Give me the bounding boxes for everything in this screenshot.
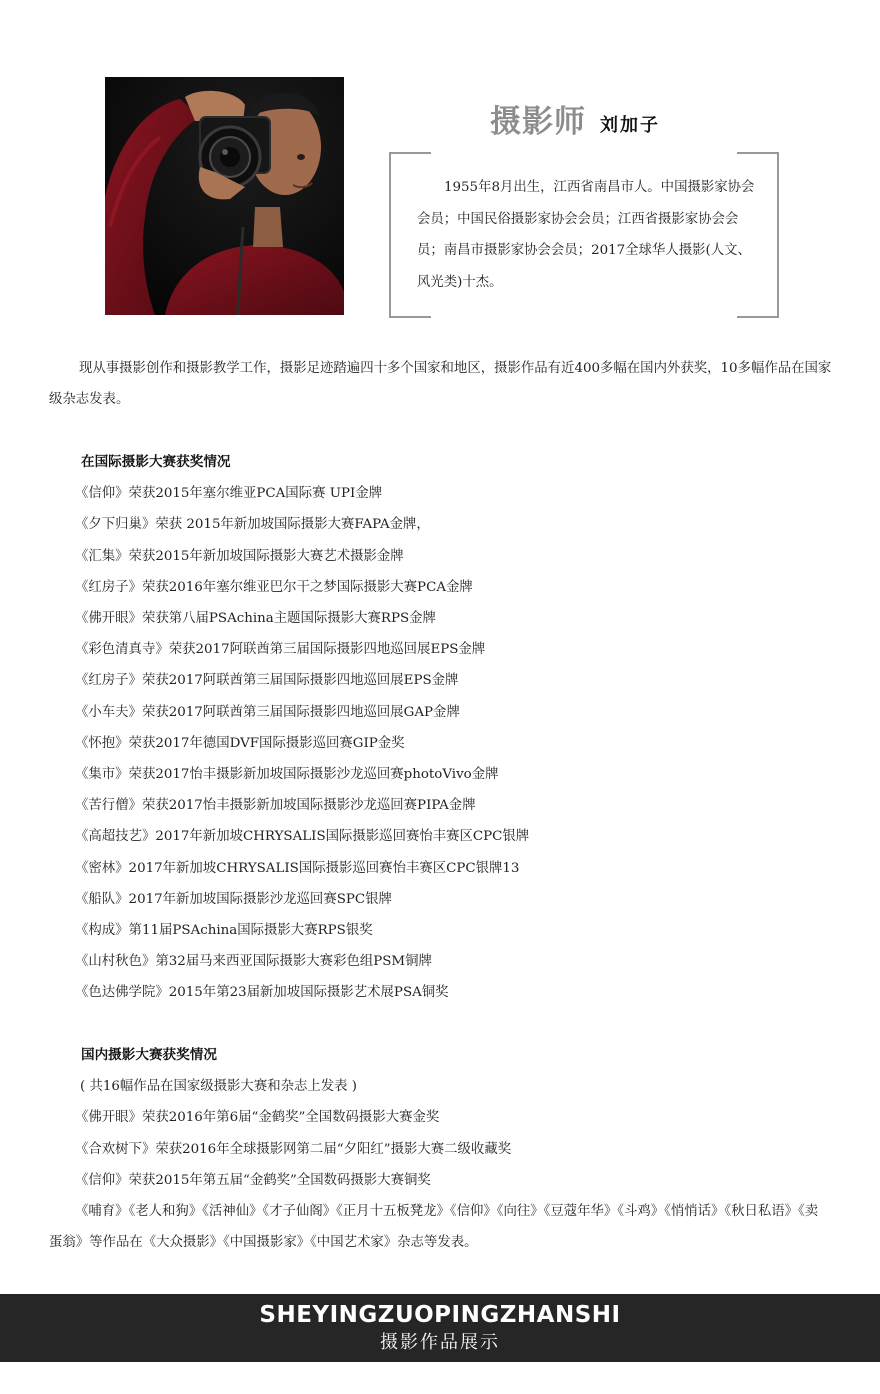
award-item: 《高超技艺》2017年新加坡CHRYSALIS国际摄影巡回赛怡丰赛区CPC银牌 — [75, 829, 530, 845]
footer-pinyin: SHEYINGZUOPINGZHANSHI — [259, 1302, 621, 1328]
award-item: 《红房子》荣获2017阿联酋第三届国际摄影四地巡回展EPS金牌 — [75, 673, 459, 689]
domestic-awards-section — [49, 1040, 849, 1258]
award-item: 《苦行僧》荣获2017怡丰摄影新加坡国际摄影沙龙巡回赛PIPA金牌 — [75, 798, 476, 814]
award-item: 《怀抱》荣获2017年德国DVF国际摄影巡回赛GIP金奖 — [75, 735, 405, 751]
domestic-awards-note: ( 共16幅作品在国家级摄影大赛和杂志上发表 ) — [80, 1079, 358, 1095]
award-item: 《汇集》荣获2015年新加坡国际摄影大赛艺术摄影金牌 — [75, 548, 404, 564]
award-item: 《色达佛学院》2015年第23届新加坡国际摄影艺术展PSA铜奖 — [75, 985, 449, 1001]
footer-banner — [0, 1294, 880, 1362]
international-awards-title: 在国际摄影大赛获奖情况 — [81, 454, 231, 470]
award-item: 《信仰》荣获2015年第五届“金鹤奖”全国数码摄影大赛铜奖 — [75, 1172, 431, 1188]
award-item: 《船队》2017年新加坡国际摄影沙龙巡回赛SPC银牌 — [75, 891, 392, 907]
photographer-portrait — [105, 77, 344, 315]
award-item: 《小车夫》荣获2017阿联酋第三届国际摄影四地巡回展GAP金牌 — [75, 704, 460, 720]
domestic-awards-title: 国内摄影大赛获奖情况 — [81, 1047, 217, 1063]
publications-paragraph: 《哺育》《老人和狗》《活神仙》《才子仙阁》《正月十五板凳龙》《信仰》《向往》《豆蔻年华》《斗鸡》《悄悄话》《秋日私语》《卖蛋翁》等作品在《大众摄影》《中国摄影家》《中国艺术家》杂志等发表。 — [49, 1204, 819, 1251]
intro-paragraph: 现从事摄影创作和摄影教学工作，摄影足迹踏遍四十多个国家和地区，摄影作品有近400多幅在国内外获奖，10多幅作品在国家级杂志发表。 — [49, 361, 832, 407]
page-title: 摄影师 — [490, 104, 586, 140]
photographer-name: 刘加子 — [600, 115, 660, 136]
footer-title: 摄影作品展示 — [380, 1332, 500, 1353]
award-item: 《集市》荣获2017怡丰摄影新加坡国际摄影沙龙巡回赛photoVivo金牌 — [75, 767, 499, 783]
award-item: 《密林》2017年新加坡CHRYSALIS国际摄影巡回赛怡丰赛区CPC银牌13 — [75, 860, 520, 876]
award-item: 《山村秋色》第32届马来西亚国际摄影大赛彩色组PSM铜牌 — [75, 954, 432, 970]
title-row — [490, 98, 660, 142]
award-item: 《佛开眼》荣获2016年第6届“金鹤奖”全国数码摄影大赛金奖 — [75, 1110, 440, 1126]
award-item: 《红房子》荣获2016年塞尔维亚巴尔干之梦国际摄影大赛PCA金牌 — [75, 579, 473, 595]
bio-text: 1955年8月出生，江西省南昌市人。中国摄影家协会会员；中国民俗摄影家协会会员；江西省摄影家协会会员；南昌市摄影家协会会员；2017全球华人摄影(人文、风光类)十杰。 — [417, 180, 755, 290]
photographer-portrait-illustration — [105, 77, 344, 315]
award-item: 《佛开眼》荣获第八届PSAchina主题国际摄影大赛RPS金牌 — [75, 611, 436, 627]
award-item: 《合欢树下》荣获2016年全球摄影网第二届“夕阳红”摄影大赛二级收藏奖 — [75, 1141, 512, 1157]
award-item: 《构成》第11届PSAchina国际摄影大赛RPS银奖 — [75, 923, 373, 939]
award-item: 《彩色清真寺》荣获2017阿联酋第三届国际摄影四地巡回展EPS金牌 — [75, 642, 486, 658]
award-item: 《夕下归巢》荣获 2015年新加坡国际摄影大赛FAPA金牌， — [75, 517, 430, 533]
award-item: 《信仰》荣获2015年塞尔维亚PCA国际赛 UPI金牌 — [75, 486, 383, 502]
international-awards-section — [49, 447, 849, 1009]
